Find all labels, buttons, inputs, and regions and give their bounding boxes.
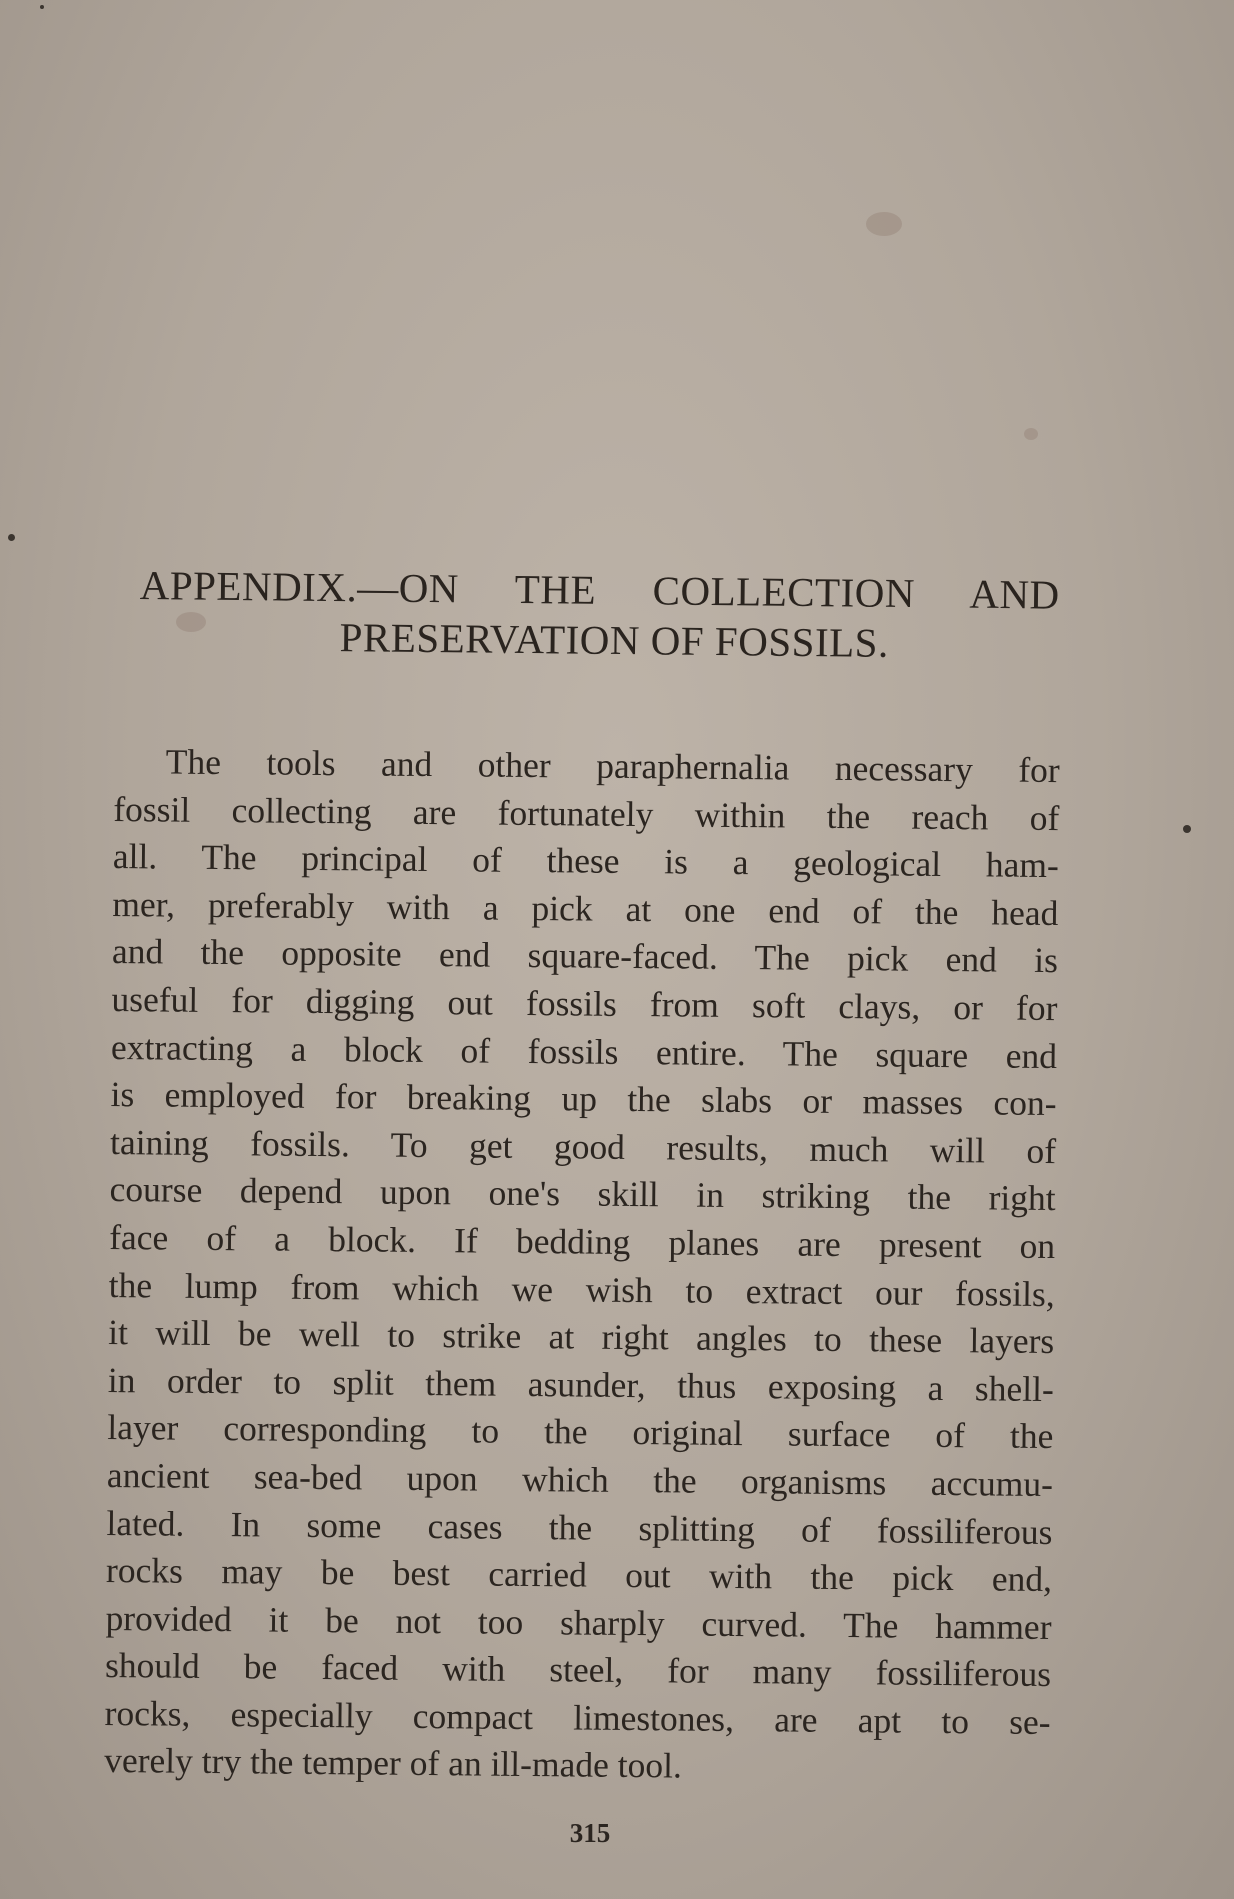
ink-speck — [1183, 825, 1191, 833]
text-line: rocks may be best carried out with the pick end, — [105, 1550, 1053, 1600]
paper-stain — [866, 212, 902, 236]
text-line: mer, preferably with a pick at one end of the head — [112, 883, 1059, 933]
text-line: The tools and other paraphernalia necessary for — [165, 741, 1060, 791]
text-line: fossil collecting are fortunately within the reach of — [113, 788, 1060, 838]
text-line: ancient sea-bed upon which the organisms accumu- — [106, 1454, 1054, 1504]
ink-speck — [8, 534, 15, 541]
body-paragraph — [104, 738, 1060, 1794]
text-line: in order to split them asunder, thus exposing a shell- — [107, 1359, 1054, 1409]
text-line: should be faced with steel, for many fossiliferous — [104, 1645, 1052, 1695]
appendix-heading — [139, 560, 1060, 670]
text-line: all. The principal of these is a geological ham- — [112, 836, 1060, 886]
text-line: course depend upon one's skill in striking the right — [109, 1169, 1056, 1219]
ink-speck — [40, 5, 44, 9]
text-line: lated. In some cases the splitting of fossiliferous — [106, 1502, 1053, 1552]
text-line: face of a block. If bedding planes are present on — [109, 1216, 1056, 1266]
text-line: taining fossils. To get good results, much will of — [109, 1121, 1057, 1171]
heading-line-1: APPENDIX.—ON THE COLLECTION AND — [139, 561, 1060, 618]
text-line: verely try the temper of an ill-made tool. — [103, 1740, 683, 1786]
text-line: is employed for breaking up the slabs or masses con- — [110, 1074, 1057, 1124]
paper-stain — [1024, 428, 1038, 440]
heading-line-2: PRESERVATION OF FOSSILS. — [339, 614, 889, 666]
text-line: rocks, especially compact limestones, are apt to se- — [104, 1692, 1051, 1742]
text-line: extracting a block of fossils entire. The square end — [110, 1026, 1058, 1076]
text-line: provided it be not too sharply curved. The hammer — [105, 1597, 1052, 1647]
text-line: and the opposite end square-faced. The pick end is — [111, 931, 1059, 981]
page-number: 315 — [569, 1818, 611, 1848]
text-line: layer corresponding to the original surface of the — [107, 1407, 1054, 1457]
text-line: it will be well to strike at right angles to these layers — [108, 1312, 1055, 1362]
text-line: useful for digging out fossils from soft clays, or for — [111, 978, 1058, 1029]
text-line: the lump from which we wish to extract our fossils, — [108, 1264, 1055, 1314]
